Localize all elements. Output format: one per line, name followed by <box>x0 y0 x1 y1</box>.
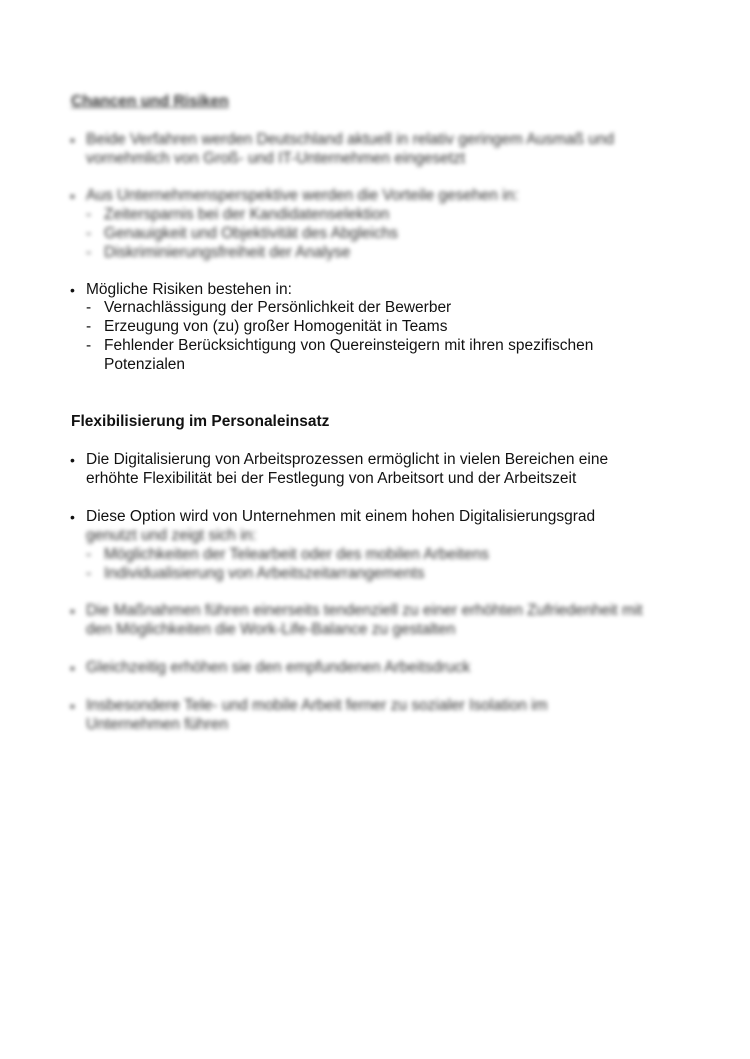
dash-marker: - <box>86 225 92 242</box>
bullet-text: erhöhte Flexibilität bei der Festlegung von Arbeitsort und der Arbeitszeit <box>86 470 577 487</box>
sub-item-text: Potenzialen <box>104 356 186 373</box>
sub-item-text: Möglichkeiten der Telearbeit oder des mobilen Arbeitens <box>104 546 489 563</box>
dash-marker: - <box>86 318 92 335</box>
bullet-marker: • <box>70 660 75 676</box>
bullet-text: Insbesondere Tele- und mobile Arbeit ferner zu sozialer Isolation im <box>86 697 548 714</box>
bullet-text: vornehmlich von Groß- und IT-Unternehmen eingesetzt <box>86 150 466 167</box>
bullet-text: Gleichzeitig erhöhen sie den empfundenen Arbeitsdruck <box>86 659 471 676</box>
bullet-text: den Möglichkeiten die Work-Life-Balance zu gestalten <box>86 621 456 638</box>
bullet-text: genutzt und zeigt sich in: <box>86 527 257 544</box>
bullet-text: Die Maßnahmen führen einerseits tendenziell zu einer erhöhten Zufriedenheit mit <box>86 602 643 619</box>
bullet-marker: • <box>70 698 75 714</box>
bullet-text: Die Digitalisierung von Arbeitsprozessen ermöglicht in vielen Bereichen eine <box>86 451 609 468</box>
dash-marker: - <box>86 565 92 582</box>
sub-item-text: Erzeugung von (zu) großer Homogenität in Teams <box>104 318 448 335</box>
sub-item-text: Genauigkeit und Objektivität des Abgleichs <box>104 225 398 242</box>
bullet-marker: • <box>70 132 75 148</box>
sub-item-text: Vernachlässigung der Persönlichkeit der Bewerber <box>104 299 452 316</box>
dash-marker: - <box>86 244 92 261</box>
bullet-text: Aus Unternehmensperspektive werden die Vorteile gesehen in: <box>86 187 519 204</box>
dash-marker: - <box>86 299 92 316</box>
bullet-marker: • <box>70 603 75 619</box>
bullet-text: Mögliche Risiken bestehen in: <box>86 281 292 298</box>
bullet-text: Beide Verfahren werden Deutschland aktuell in relativ geringem Ausmaß und <box>86 131 615 148</box>
bullet-text: Diese Option wird von Unternehmen mit einem hohen Digitalisierungsgrad <box>86 508 596 525</box>
sub-item-text: Zeitersparnis bei der Kandidatenselektion <box>104 206 390 223</box>
bullet-marker: • <box>70 452 75 468</box>
section-heading-chancen: Chancen und Risiken <box>71 93 229 110</box>
dash-marker: - <box>86 206 92 223</box>
bullet-text: Unternehmen führen <box>86 716 229 733</box>
dash-marker: - <box>86 546 92 563</box>
bullet-marker: • <box>70 188 75 204</box>
sub-item-text: Diskriminierungsfreiheit der Analyse <box>104 244 351 261</box>
section-heading-flexibilisierung: Flexibilisierung im Personaleinsatz <box>71 413 330 430</box>
bullet-marker: • <box>70 509 75 525</box>
bullet-marker: • <box>70 282 75 298</box>
dash-marker: - <box>86 337 92 354</box>
sub-item-text: Individualisierung von Arbeitszeitarrangements <box>104 565 425 582</box>
sub-item-text: Fehlender Berücksichtigung von Quereinsteigern mit ihren spezifischen <box>104 337 594 354</box>
